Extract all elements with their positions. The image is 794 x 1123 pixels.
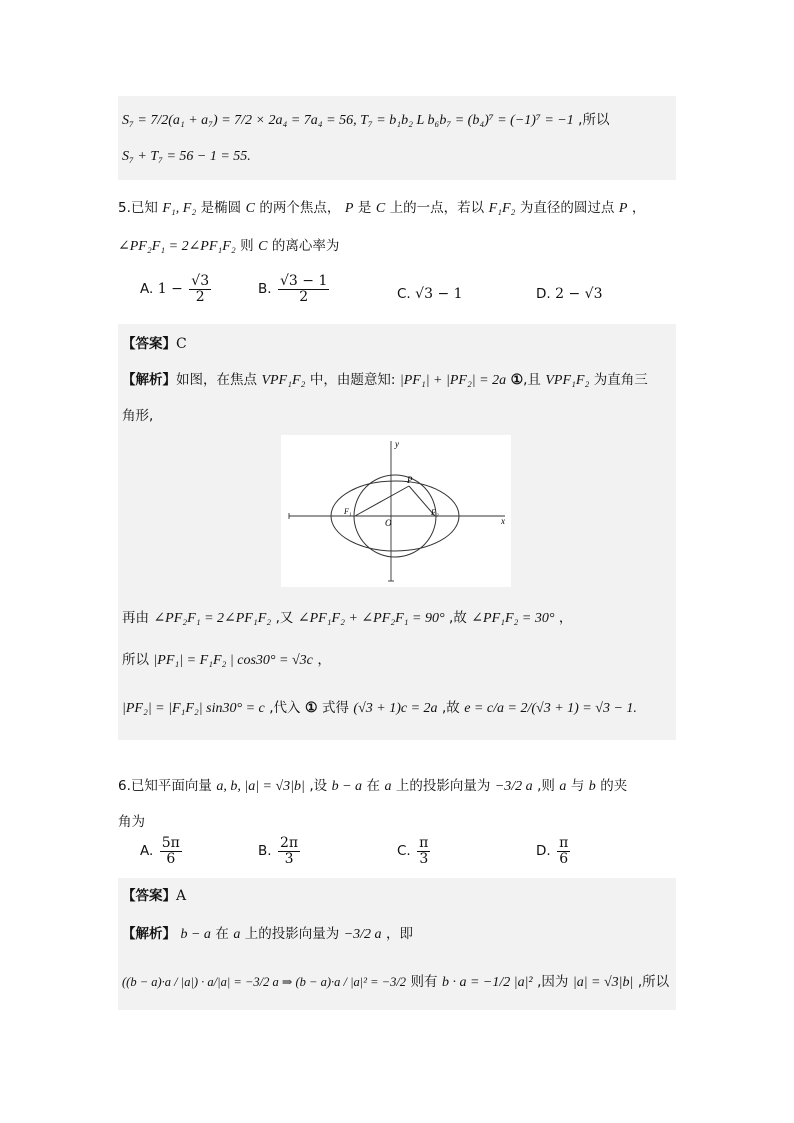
q5-step-1 [122, 606, 572, 627]
q6-stem-line-1 [118, 774, 627, 795]
analysis-text: ,因为 [537, 974, 569, 990]
q5-answer [122, 332, 187, 352]
q6-solution-block [118, 878, 676, 1010]
fraction-den: 3 [284, 850, 294, 867]
fraction-den: 6 [166, 850, 176, 867]
q5-ellipse-name: C [258, 239, 268, 254]
ellipse-diagram [281, 435, 511, 587]
q5-stem-text: 则 [240, 238, 254, 254]
dot-product-result: b · a = −1/2 |a|² [441, 975, 533, 990]
analysis-text: ， [558, 610, 573, 626]
magnitude-relation: |a| = √3|b| [572, 975, 634, 990]
analysis-text: 在 [215, 926, 229, 942]
analysis-text: 上的投影向量为 [244, 926, 340, 942]
q4-solution-block [118, 96, 676, 180]
option-fraction [278, 274, 329, 304]
analysis-text: 再由 [122, 610, 149, 626]
q5-option-b[interactable] [258, 274, 331, 304]
analysis-text: 角形, [122, 408, 154, 424]
point-p-label: P [407, 475, 413, 485]
answer-tag: 【答案】 [122, 888, 176, 904]
q4-suffix: ,所以 [578, 112, 610, 128]
fraction-num: √3 [191, 273, 210, 289]
q6-option-b[interactable] [258, 836, 302, 866]
q5-solution-block [118, 324, 676, 740]
q5-stem-text: 的离心率为 [271, 238, 340, 254]
option-label: B. [258, 843, 272, 860]
q6-stem-line-2 [118, 810, 145, 830]
option-label: D. [536, 843, 551, 860]
eccentricity-result: e = c/a = 2/(√3 + 1) = √3 − 1. [464, 701, 637, 716]
q5-option-c[interactable] [397, 286, 463, 302]
fraction-num: 2π [280, 835, 299, 851]
analysis-text: 如图，在焦点 [176, 372, 257, 388]
q5-stem-text: 上的一点，若以 [389, 200, 485, 216]
q5-stem-line-2 [118, 234, 339, 255]
analysis-text: 式得 [321, 700, 349, 716]
q6-vectors: a, b, |a| = √3|b| [216, 779, 305, 794]
analysis-text: ,代入 [269, 700, 301, 716]
analysis-tag: 【解析】 [122, 372, 176, 388]
option-label: C. [397, 286, 411, 302]
q6-stem [118, 760, 676, 834]
option-fraction [278, 836, 300, 866]
option-fraction [160, 836, 182, 866]
analysis-text: ,所以 [637, 974, 670, 990]
option-fraction [417, 836, 430, 866]
substituted-equation: (√3 + 1)c = 2a [353, 701, 438, 716]
option-label: C. [397, 843, 411, 860]
q5-point-p: P [344, 201, 354, 216]
q5-stem-text: ， [631, 200, 646, 216]
q6-projection: −3/2 a [343, 927, 382, 942]
answer-tag: 【答案】 [122, 336, 176, 352]
x-axis-label: x [501, 516, 505, 526]
analysis-text: 为直角三 [593, 372, 648, 388]
q6-vector-diff: b − a [331, 779, 363, 794]
option-label: D. [536, 286, 551, 302]
circled-one: ① [510, 372, 524, 388]
q4-sum-equation: S₇ = 7/2(a₁ + a₇) = 7/2 × 2a₄ = 7a₄ = 56, T₇ = b₁b₂ L b₆b₇ = (b₄)⁷ = (−1)⁷ = −1 [122, 113, 574, 128]
option-label: A. [140, 281, 154, 298]
analysis-text: ， [317, 652, 331, 668]
q5-foci: F₁, F₂ [162, 201, 197, 216]
q6-stem-text: 的夹 [600, 778, 628, 794]
q6-options [118, 836, 676, 876]
q5-analysis-line-1 [122, 368, 648, 389]
q6-vector-diff: b − a [180, 927, 211, 942]
q6-option-c[interactable] [397, 836, 432, 866]
q5-step-3 [122, 696, 637, 717]
q5-diameter: F₁F₂ [488, 201, 516, 216]
q4-line-1 [122, 108, 609, 129]
option-fraction [189, 274, 211, 304]
q5-angle-condition: ∠PF₂F₁ = 2∠PF₁F₂ [118, 239, 236, 254]
q5-stem-text: 是 [357, 200, 372, 216]
triangle-name: VPF₁F₂ [545, 373, 590, 388]
q6-vector-a: a [233, 927, 241, 942]
ellipse-figure [281, 435, 511, 587]
q5-option-d[interactable] [536, 286, 603, 302]
f2-label: F₂ [431, 508, 439, 517]
triangle-name: VPF₁F₂ [261, 373, 306, 388]
q6-vector-a: a [384, 779, 392, 794]
analysis-text: 所以 [122, 652, 149, 668]
option-label: B. [258, 281, 272, 298]
q5-stem-line-1 [118, 196, 645, 217]
q5-step-2 [122, 648, 331, 669]
fraction-num: π [419, 835, 429, 851]
q5-stem-text: 是椭圆 [200, 200, 242, 216]
fraction-den: 6 [559, 850, 569, 867]
q5-ellipse-name: C [375, 201, 386, 216]
angle-relation: ∠PF₂F₁ = 2∠PF₁F₂ [153, 611, 272, 626]
q5-point-p: P [618, 201, 628, 216]
option-fraction [557, 836, 570, 866]
fraction-num: π [559, 835, 569, 851]
fraction-den: 2 [195, 288, 205, 305]
q4-line-2 [122, 148, 251, 165]
q5-stem-text: 5.已知 [118, 200, 158, 216]
analysis-text: ,故 [449, 610, 467, 626]
analysis-text: ,又 [275, 610, 294, 626]
q5-ellipse-name: C [245, 201, 255, 216]
q5-stem-text: 的两个焦点， [259, 200, 341, 216]
ellipse-definition: |PF₁| + |PF₂| = 2a [399, 373, 507, 388]
analysis-text: 则有 [410, 974, 438, 990]
answer-value: C [176, 336, 187, 352]
q4-result-equation: S₇ + T₇ = 56 − 1 = 55. [122, 149, 251, 164]
q5-stem-text: 为直径的圆过点 [519, 200, 615, 216]
fraction-num: 5π [161, 835, 180, 851]
answer-value: A [176, 888, 187, 904]
q6-vector-b: b [588, 779, 596, 794]
option-text: 1 − [157, 281, 183, 298]
q6-stem-text: ,则 [537, 778, 555, 794]
q6-analysis-line-1 [122, 922, 413, 943]
q6-stem-text: 上的投影向量为 [395, 778, 491, 794]
option-text: √3 − 1 [415, 286, 463, 302]
fraction-den: 2 [299, 288, 309, 305]
projection-derivation: ((b − a)·a / |a|) · a/|a| = −3/2 a ⇒ (b − a)·a / |a|² = −3/2 [122, 975, 407, 989]
angle-result: ∠PF₁F₂ = 30° [471, 611, 555, 626]
q5-option-a[interactable] [140, 274, 213, 304]
circled-one: ① [304, 700, 318, 716]
q5-stem [118, 190, 676, 260]
pf2-equation: |PF₂| = |F₁F₂| sin30° = c [122, 701, 265, 716]
q6-stem-text: 6.已知平面向量 [118, 778, 212, 794]
q6-answer [122, 884, 186, 904]
fraction-den: 3 [419, 850, 429, 867]
q6-analysis-line-2 [122, 970, 669, 991]
pf1-equation: |PF₁| = F₁F₂ | cos30° = √3c [153, 653, 313, 668]
q6-stem-text: ,设 [309, 778, 328, 794]
q6-projection: −3/2 a [494, 779, 533, 794]
q5-options [118, 274, 676, 318]
q6-stem-text: 与 [570, 778, 585, 794]
analysis-text: ，即 [386, 926, 414, 942]
analysis-text: ,且 [523, 372, 541, 388]
q6-stem-text: 角为 [118, 814, 145, 830]
q6-stem-text: 在 [366, 778, 380, 794]
option-text: 2 − √3 [555, 286, 603, 302]
q6-vector-a: a [559, 779, 567, 794]
q6-option-d[interactable] [536, 836, 572, 866]
analysis-tag: 【解析】 [122, 926, 176, 942]
option-label: A. [140, 843, 154, 860]
q6-option-a[interactable] [140, 836, 184, 866]
q5-analysis-line-2 [122, 404, 153, 424]
origin-label: O [385, 518, 392, 528]
fraction-num: √3 − 1 [280, 273, 328, 289]
analysis-text: 中，由题意知: [309, 372, 396, 388]
analysis-text: ,故 [442, 700, 460, 716]
f1-label: F₁ [344, 507, 352, 516]
y-axis-label: y [395, 439, 399, 449]
angle-sum: ∠PF₁F₂ + ∠PF₂F₁ = 90° [297, 611, 445, 626]
